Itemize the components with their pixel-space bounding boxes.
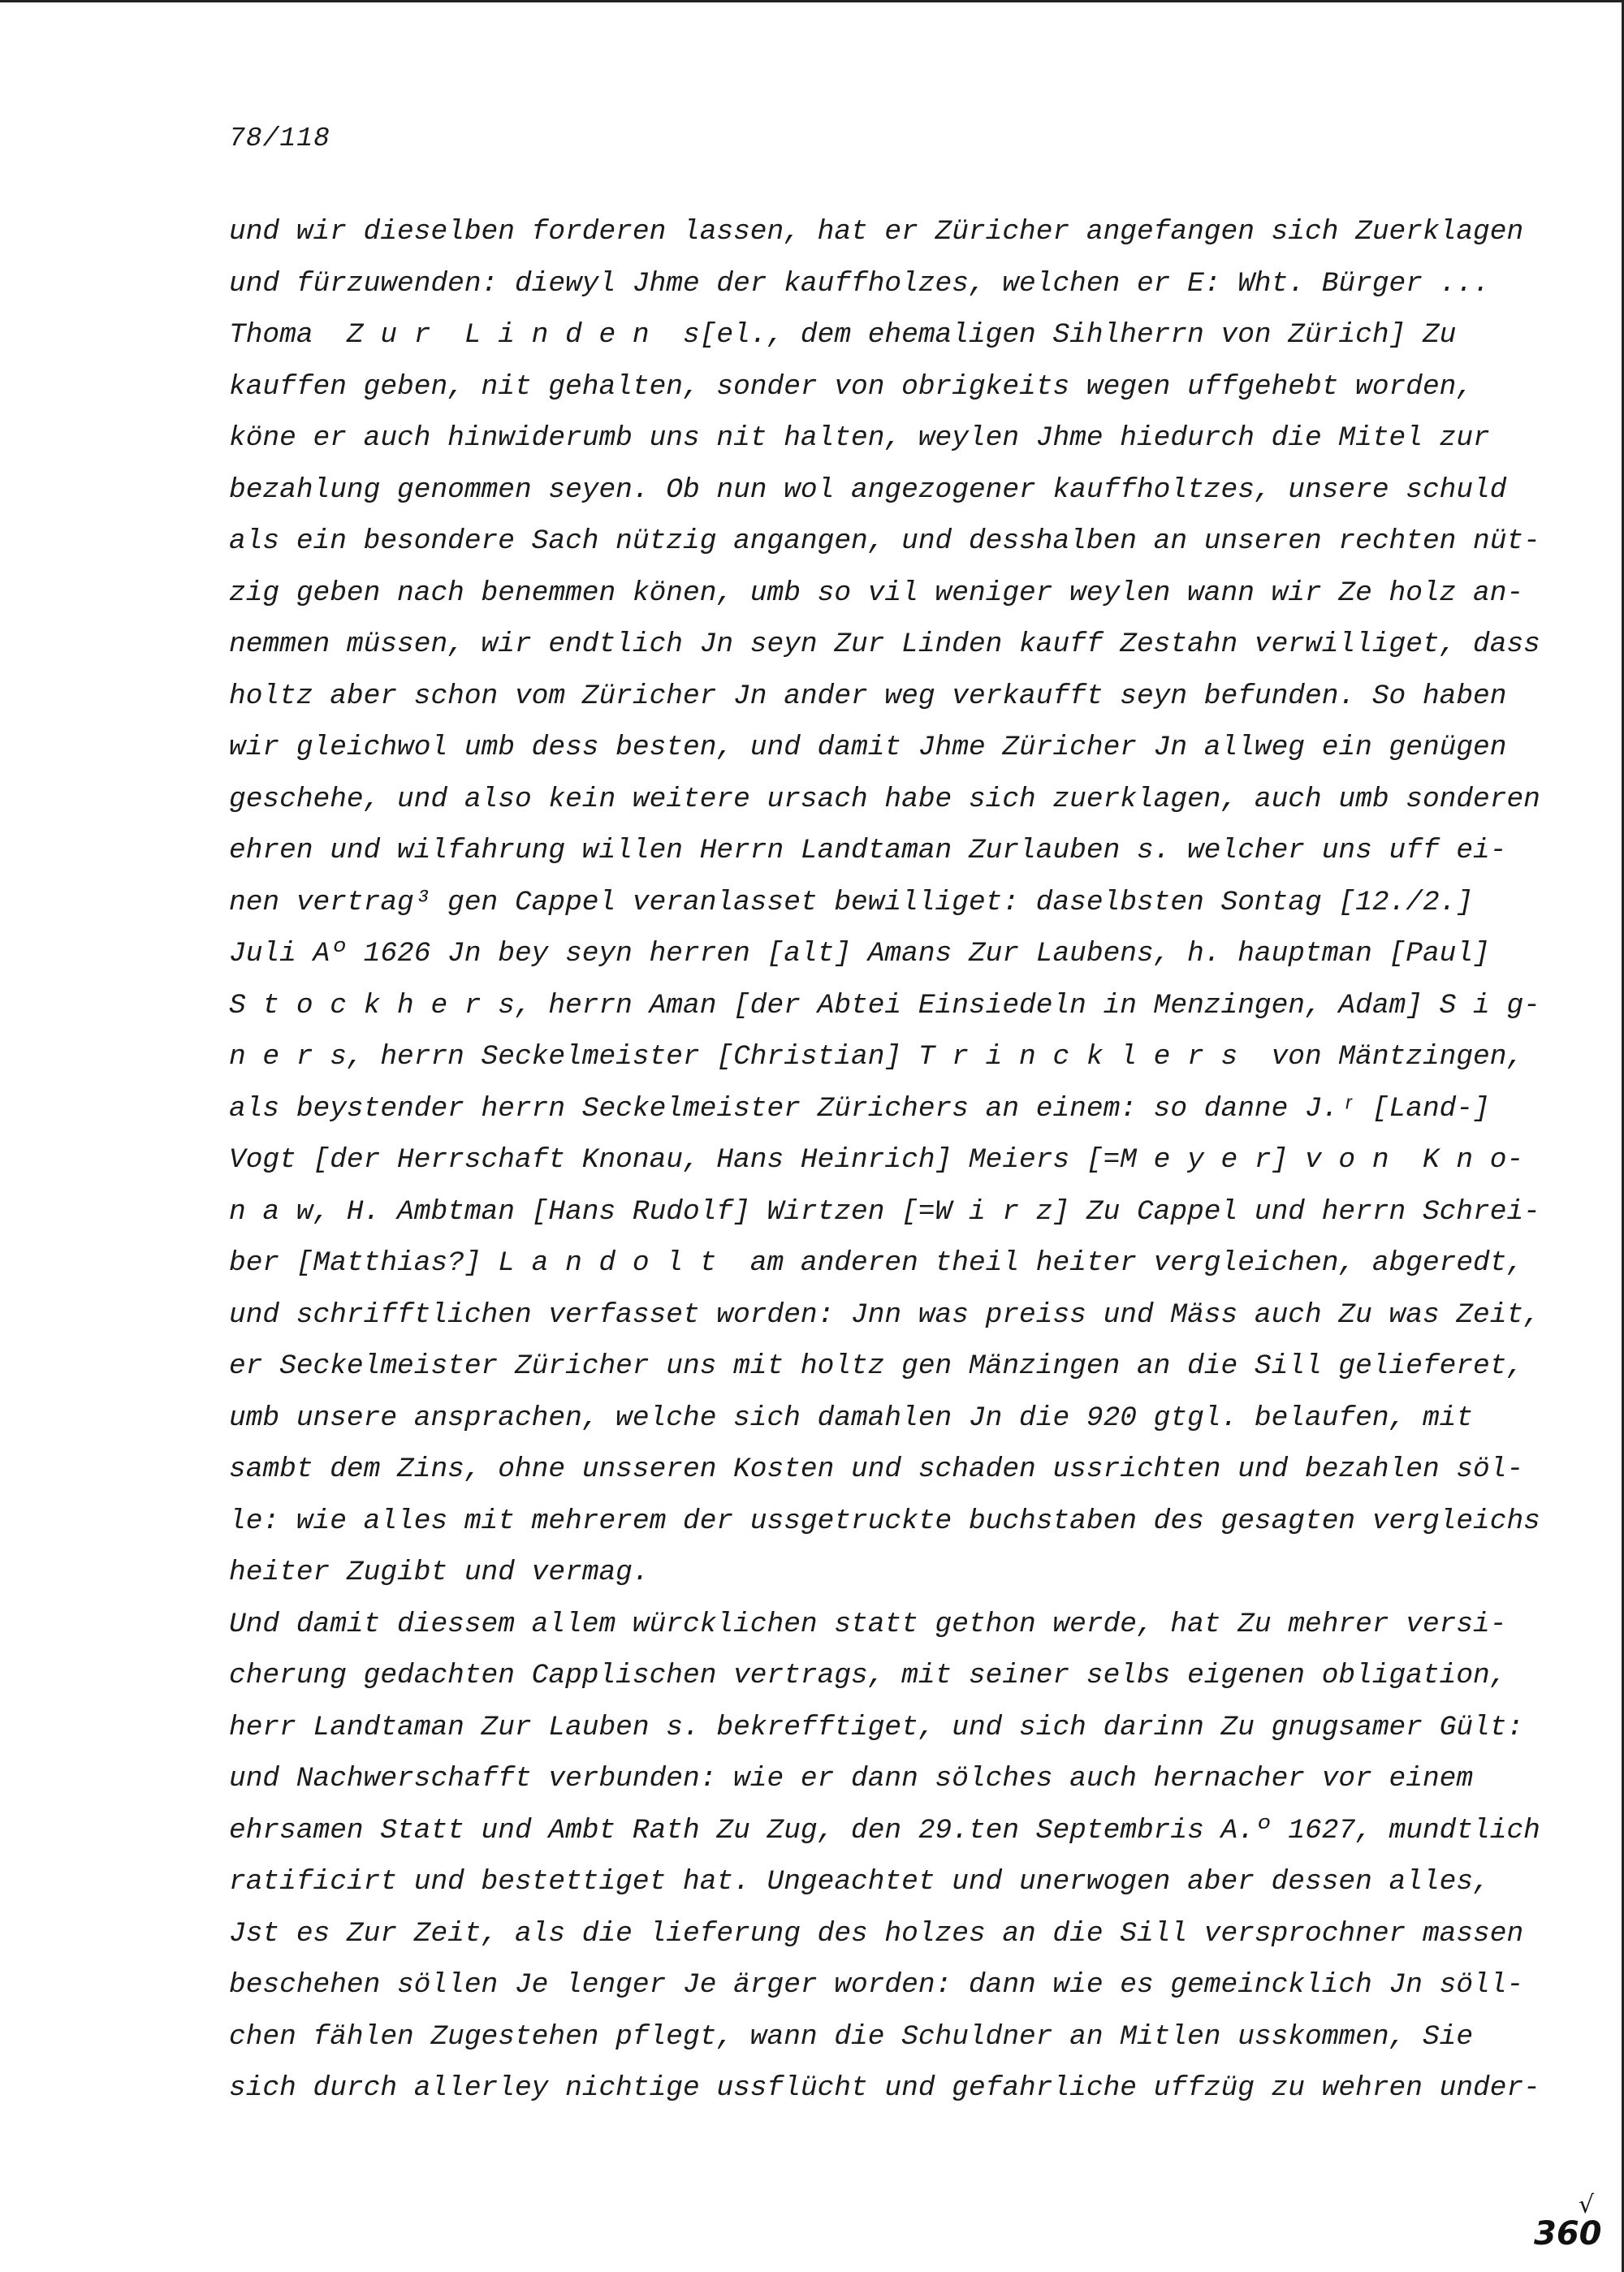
page-edge-top [0,0,1624,2]
text-line: und Nachwerschafft verbunden: wie er dann sölches auch hernacher vor einem [229,1763,1474,1795]
text-line: Vogt [der Herrschaft Knonau, Hans Heinrich] Meiers [=M e y e r] v o n K n o- [229,1144,1524,1176]
text-line: und wir dieselben forderen lassen, hat er Züricher angefangen sich Zuerklagen [229,216,1524,248]
text-line: cherung gedachten Capplischen vertrags, mit seiner selbs eigenen obligation, [229,1660,1507,1691]
text-line: ber [Matthias?] L a n d o l t am anderen theil heiter vergleichen, abgeredt, [229,1247,1524,1279]
text-line: sambt dem Zins, ohne unsseren Kosten und schaden ussrichten und bezahlen söl- [229,1453,1524,1485]
text-line: nen vertrag³ gen Cappel veranlasset bewilliget: daselbsten Sontag [12./2.] [229,886,1474,918]
text-line: als beystender herrn Seckelmeister Zürichers an einem: so danne J.ʳ [Land-] [229,1092,1490,1125]
text-line: und schrifftlichen verfasset worden: Jnn was preiss und Mäss auch Zu was Zeit, [229,1298,1540,1331]
document-body [229,206,1540,2114]
text-line: sich durch allerley nichtige ussflücht und gefahrliche uffzüg zu wehren under- [229,2072,1540,2104]
text-line: geschehe, und also kein weitere ursach habe sich zuerklagen, auch umb sonderen [229,783,1540,815]
text-line: Thoma Z u r L i n d e n s[el., dem ehemaligen Sihlherrn von Zürich] Zu [229,319,1457,351]
text-line: beschehen söllen Je lenger Je ärger worden: dann wie es gemeincklich Jn söll- [229,1969,1524,2001]
text-line: Juli Aº 1626 Jn bey seyn herren [alt] Amans Zur Laubens, h. hauptman [Paul] [229,938,1490,970]
text-line: und fürzuwenden: diewyl Jhme der kauffholzes, welchen er E: Wht. Bürger ... [229,267,1490,300]
text-line: als ein besondere Sach nützig angangen, und desshalben an unseren rechten nüt- [229,525,1540,557]
text-line: chen fählen Zugestehen pflegt, wann die Schuldner an Mitlen usskommen, Sie [229,2020,1474,2053]
text-line: wir gleichwol umb dess besten, und damit Jhme Züricher Jn allweg ein genügen [229,732,1507,763]
text-line: ehren und wilfahrung willen Herrn Landtaman Zurlauben s. welcher uns uff ei- [229,835,1507,866]
text-line: Und damit diessem allem würcklichen statt gethon werde, hat Zu mehrer versi- [229,1608,1507,1640]
text-line: zig geben nach benemmen könen, umb so vil weniger weylen wann wir Ze holz an- [229,577,1524,609]
text-line: er Seckelmeister Züricher uns mit holtz gen Mänzingen an die Sill gelieferet, [229,1350,1524,1382]
text-line: ehrsamen Statt und Ambt Rath Zu Zug, den 29.ten Septembris A.º 1627, mundtlich [229,1814,1540,1847]
text-line: kauffen geben, nit gehalten, sonder von obrigkeits wegen uffgehebt worden, [229,370,1474,403]
text-line: ratificirt und bestettiget hat. Ungeachtet und unerwogen aber dessen alles, [229,1866,1490,1898]
text-line: holtz aber schon vom Züricher Jn ander weg verkaufft seyn befunden. So haben [229,680,1507,712]
text-line: bezahlung genommen seyen. Ob nun wol angezogener kauffholtzes, unsere schuld [229,473,1507,506]
text-line: nemmen müssen, wir endtlich Jn seyn Zur Linden kauff Zestahn verwilliget, dass [229,628,1540,660]
text-line: S t o c k h e r s, herrn Aman [der Abtei Einsiedeln in Menzingen, Adam] S i g- [229,989,1540,1022]
text-line: köne er auch hinwiderumb uns nit halten, weylen Jhme hiedurch die Mitel zur [229,422,1490,454]
archive-stamp-number: 360 [1534,2215,1602,2253]
text-line: n e r s, herrn Seckelmeister [Christian] T r i n c k l e r s von Mäntzingen, [229,1041,1524,1073]
text-line: herr Landtaman Zur Lauben s. bekrefftiget, und sich darinn Zu gnugsamer Gült: [229,1711,1524,1743]
text-line: Jst es Zur Zeit, als die lieferung des holzes an die Sill versprochner massen [229,1917,1524,1950]
page-number: 78/118 [229,123,330,153]
text-line: heiter Zugibt und vermag. [229,1557,650,1588]
text-line: umb unsere ansprachen, welche sich damahlen Jn die 920 gtgl. belaufen, mit [229,1402,1474,1434]
check-mark: √ [1579,2191,1595,2219]
text-line: le: wie alles mit mehrerem der ussgetruckte buchstaben des gesagten vergleichs [229,1505,1540,1537]
text-line: n a w, H. Ambtman [Hans Rudolf] Wirtzen [=W i r z] Zu Cappel und herrn Schrei- [229,1195,1540,1228]
